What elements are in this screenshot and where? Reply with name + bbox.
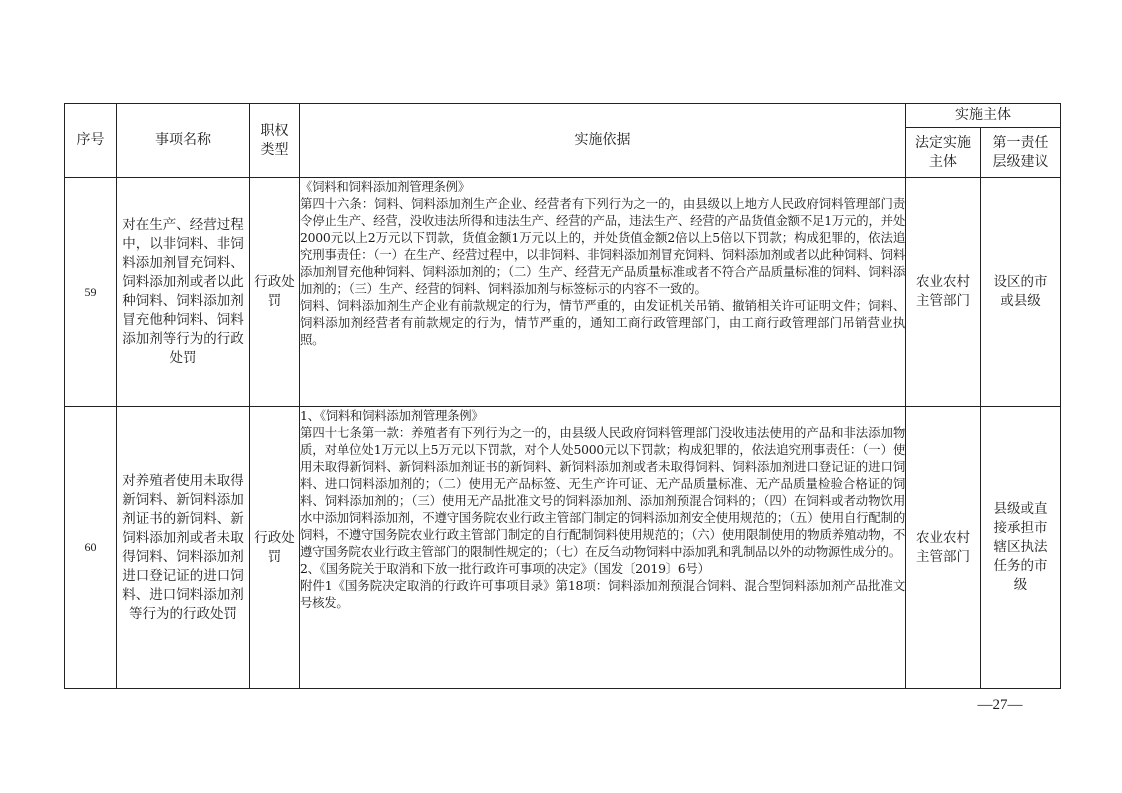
basis-paragraph: 2、《国务院关于取消和下放一批行政许可事项的决定》（国发〔2019〕6号） bbox=[300, 561, 710, 576]
row-item-name: 对在生产、经营过程中，以非饲料、非饲料添加剂冒充饲料、饲料添加剂或者以此种饲料、饲料添加剂冒充他种饲料、饲料添加剂等行为的行政处罚 bbox=[117, 178, 250, 407]
table-row bbox=[65, 178, 1061, 407]
header-power-type: 职权类型 bbox=[250, 104, 300, 178]
header-item-name: 事项名称 bbox=[117, 104, 250, 178]
row-seq: 60 bbox=[65, 407, 117, 689]
basis-paragraph: 饲料、饲料添加剂生产企业有前款规定的行为，情节严重的，由发证机关吊销、撤销相关许可证明文件；饲料、饲料添加剂经营者有前款规定的行为，情节严重的，通知工商行政管理部门，由工商行政管理部门吊销营业执照。 bbox=[300, 298, 905, 347]
basis-paragraph: 第四十七条第一款：养殖者有下列行为之一的，由县级人民政府饲料管理部门没收违法使用的产品和非法添加物质，对单位处1万元以上5万元以下罚款，对个人处5000元以下罚款；构成犯罪的，依法追究刑事责任：（一）使用未取得新饲料、新饲料添加剂证书的新饲料、新饲料添加剂或者未取得饲料、饲料添加剂进口登记证的进口饲料、进口饲料添加剂的；（二）使用无产品标签、无生产许可证、无产品质量标准、无产品质量检验合格证的饲料、饲料添加剂的；（三）使用无产品批准文号的饲料添加剂、添加剂预混合饲料的；（四）在饲料或者动物饮用水中添加饲料添加剂，不遵守国务院农业行政主管部门制定的饲料添加剂安全使用规范的；（五）使用自行配制的饲料，不遵守国务院农业行政主管部门制定的自行配制饲料使用规范的；（六）使用限制使用的物质养殖动物，不遵守国务院农业行政主管部门的限制性规定的；（七）在反刍动物饲料中添加乳和乳制品以外的动物源性成分的。 bbox=[300, 425, 905, 559]
header-basis: 实施依据 bbox=[300, 104, 906, 178]
basis-paragraph: 《饲料和饲料添加剂管理条例》 bbox=[300, 179, 470, 194]
row-power-type: 行政处罚 bbox=[250, 407, 300, 689]
header-implementing-entity: 实施主体 bbox=[906, 104, 1061, 128]
row-responsibility-level: 县级或直接承担市辖区执法任务的市级 bbox=[981, 407, 1061, 689]
row-legal-entity: 农业农村主管部门 bbox=[906, 178, 981, 407]
basis-paragraph: 附件1《国务院决定取消的行政许可事项目录》第18项：饲料添加剂预混合饲料、混合型饲料添加剂产品批准文号核发。 bbox=[300, 578, 905, 610]
row-item-name: 对养殖者使用未取得新饲料、新饲料添加剂证书的新饲料、新饲料添加剂或者未取得饲料、饲料添加剂进口登记证的进口饲料、进口饲料添加剂等行为的行政处罚 bbox=[117, 407, 250, 689]
row-basis bbox=[300, 407, 906, 689]
enforcement-items-table bbox=[64, 103, 1061, 689]
row-basis bbox=[300, 178, 906, 407]
row-responsibility-level: 设区的市或县级 bbox=[981, 178, 1061, 407]
row-power-type: 行政处罚 bbox=[250, 178, 300, 407]
header-seq: 序号 bbox=[65, 104, 117, 178]
row-seq: 59 bbox=[65, 178, 117, 407]
table-row bbox=[65, 407, 1061, 689]
header-legal-entity: 法定实施主体 bbox=[906, 128, 981, 178]
basis-paragraph: 第四十六条：饲料、饲料添加剂生产企业、经营者有下列行为之一的，由县级以上地方人民政府饲料管理部门责令停止生产、经营，没收违法所得和违法生产、经营的产品，违法生产、经营的产品货值金额不足1万元的，并处2000元以上2万元以下罚款，货值金额1万元以上的，并处货值金额2倍以上5倍以下罚款；构成犯罪的，依法追究刑事责任：（一）在生产、经营过程中，以非饲料、非饲料添加剂冒充饲料、饲料添加剂或者以此种饲料、饲料添加剂冒充他种饲料、饲料添加剂的；（二）生产、经营无产品质量标准或者不符合产品质量标准的饲料、饲料添加剂的；（三）生产、经营的饲料、饲料添加剂与标签标示的内容不一致的。 bbox=[300, 196, 905, 296]
page-number: —27— bbox=[977, 697, 1023, 713]
basis-paragraph: 1、《饲料和饲料添加剂管理条例》 bbox=[300, 408, 484, 423]
row-legal-entity: 农业农村主管部门 bbox=[906, 407, 981, 689]
header-responsibility-level: 第一责任层级建议 bbox=[981, 128, 1061, 178]
